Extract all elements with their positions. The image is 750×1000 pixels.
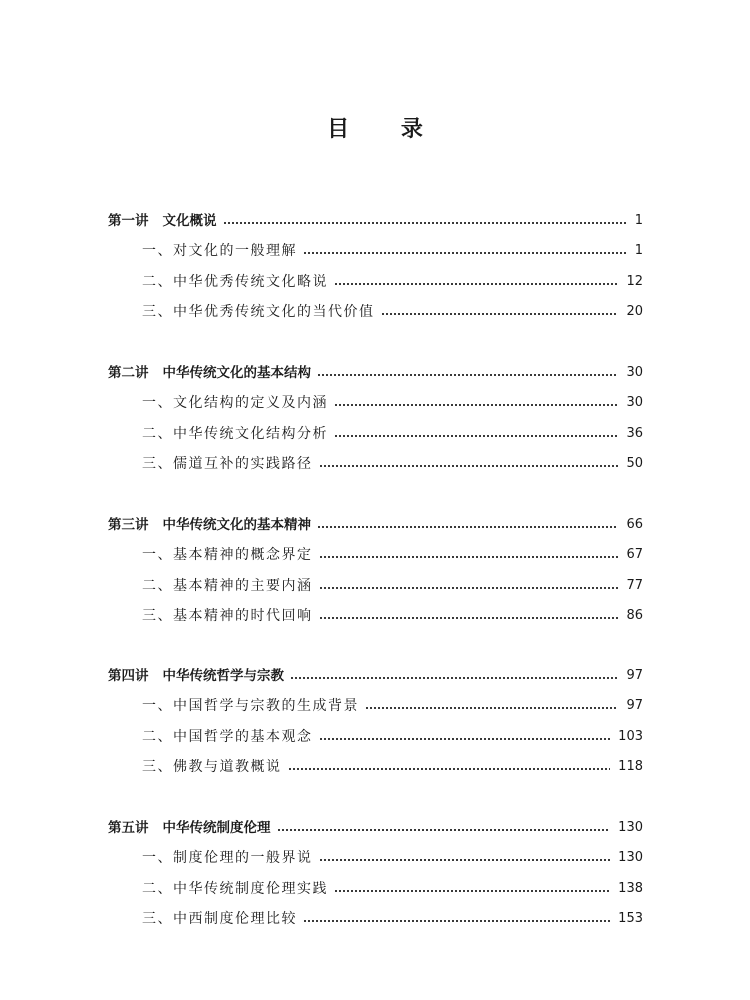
section-page-number: 130 [618,850,643,866]
section-page-number: 118 [618,758,643,774]
dot-leader [303,250,627,256]
chapter-heading [108,665,290,687]
chapter-number: 第三讲 [108,517,149,533]
chapter-heading [108,817,277,839]
section-title: 三、中华优秀传统文化的当代价值 [142,303,375,320]
chapter-heading [108,514,317,536]
section-page-number: 103 [618,728,643,744]
toc-section-entry[interactable] [142,754,643,778]
toc-section-entry[interactable] [142,603,643,627]
section-title: 二、基本精神的主要内涵 [142,577,313,594]
dot-leader [319,585,619,591]
section-title: 一、文化结构的定义及内涵 [142,395,328,412]
chapter-number: 第四讲 [108,668,149,684]
section-page-number: 50 [626,455,643,471]
section-title: 三、佛教与道教概说 [142,758,282,775]
toc-section-entry[interactable] [142,451,643,475]
dot-leader [303,918,610,924]
chapter-title: 中华传统哲学与宗教 [162,668,284,684]
toc-chapter-entry[interactable] [108,663,643,687]
chapter-number: 第二讲 [108,365,149,381]
page-title: 目 录 [327,116,445,142]
chapter-page-number: 30 [626,365,643,380]
section-page-number: 12 [626,273,643,289]
section-title: 三、儒道互补的实践路径 [142,455,313,472]
section-page-number: 138 [618,880,643,896]
section-page-number: 30 [626,395,643,411]
toc-chapter-entry[interactable] [108,208,643,232]
chapter-page-number: 66 [626,517,643,532]
dot-leader [381,311,619,317]
chapter-title: 中华传统文化的基本结构 [162,365,311,381]
chapter-page-number: 1 [634,213,643,228]
toc-section-entry[interactable] [142,542,643,566]
chapter-page-number: 97 [626,668,643,683]
section-title: 二、中华传统文化结构分析 [142,425,328,442]
toc-chapter-entry[interactable] [108,512,643,536]
dot-leader [319,736,611,742]
toc-section-entry[interactable] [142,906,643,930]
toc-section-entry[interactable] [142,390,643,414]
chapter-title: 中华传统制度伦理 [162,820,271,836]
dot-leader [319,463,619,469]
toc-section-entry[interactable] [142,238,643,262]
section-page-number: 36 [626,425,643,441]
dot-leader [334,281,618,287]
dot-leader [290,675,618,681]
dot-leader [319,857,611,863]
dot-leader [334,402,618,408]
chapter-heading [108,362,317,384]
toc-section-entry[interactable] [142,573,643,597]
section-page-number: 97 [626,698,643,714]
chapter-number: 第五讲 [108,820,149,836]
section-page-number: 153 [618,910,643,926]
section-title: 一、对文化的一般理解 [142,243,297,260]
section-title: 一、基本精神的概念界定 [142,547,313,564]
chapter-title: 中华传统文化的基本精神 [162,517,311,533]
section-title: 三、基本精神的时代回响 [142,607,313,624]
section-title: 三、中西制度伦理比较 [142,910,297,927]
dot-leader [334,433,618,439]
toc-chapter-entry[interactable] [108,360,643,384]
chapter-heading [108,210,223,232]
toc-section-entry[interactable] [142,724,643,748]
section-title: 一、制度伦理的一般界说 [142,850,313,867]
chapter-number: 第一讲 [108,213,149,229]
section-title: 二、中国哲学的基本观念 [142,728,313,745]
dot-leader [223,220,627,226]
section-title: 一、中国哲学与宗教的生成背景 [142,698,359,715]
dot-leader [317,372,618,378]
chapter-page-number: 130 [618,820,643,835]
dot-leader [334,888,610,894]
toc-section-entry[interactable] [142,876,643,900]
toc-chapter-entry[interactable] [108,815,643,839]
section-title: 二、中华优秀传统文化略说 [142,273,328,290]
toc-section-entry[interactable] [142,693,643,717]
section-page-number: 86 [626,607,643,623]
dot-leader [277,827,611,833]
dot-leader [319,554,619,560]
dot-leader [319,615,619,621]
toc-section-entry[interactable] [142,421,643,445]
dot-leader [288,766,611,772]
toc-section-entry[interactable] [142,269,643,293]
section-page-number: 20 [626,303,643,319]
toc-section-entry[interactable] [142,845,643,869]
chapter-title: 文化概说 [162,213,217,229]
section-title: 二、中华传统制度伦理实践 [142,880,328,897]
toc-section-entry[interactable] [142,299,643,323]
section-page-number: 77 [626,577,643,593]
section-page-number: 1 [634,243,643,259]
dot-leader [317,524,618,530]
dot-leader [365,705,618,711]
section-page-number: 67 [626,547,643,563]
